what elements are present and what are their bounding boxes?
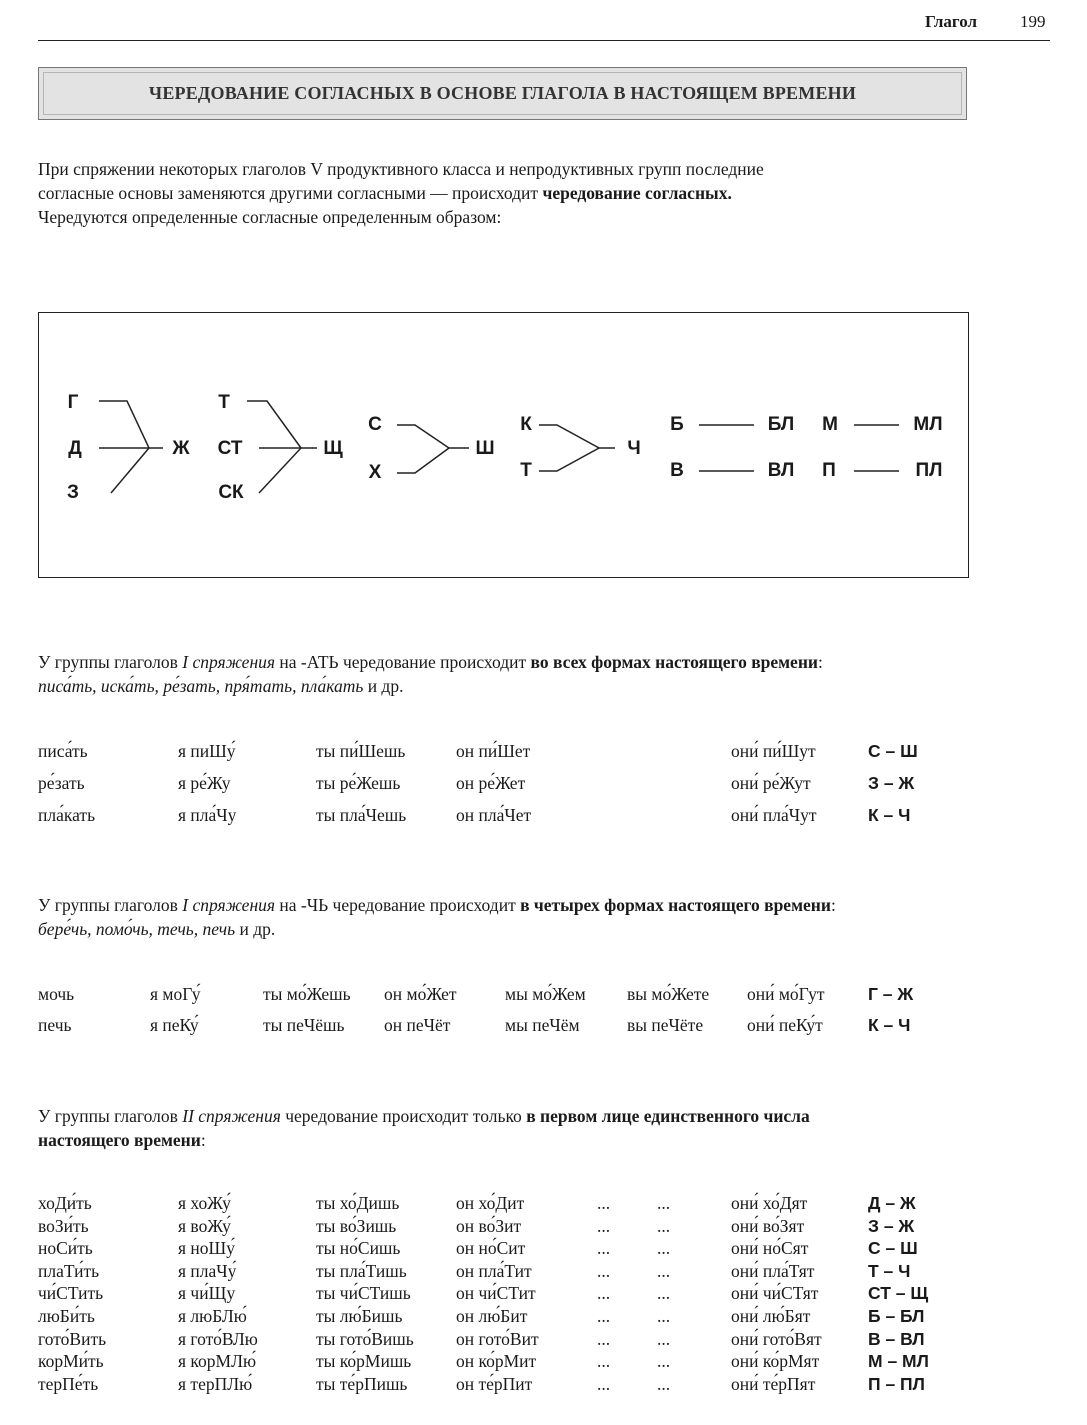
verb-form: ты гото́Вишь (316, 1328, 414, 1349)
verb-form: я чи́Щу (178, 1283, 236, 1304)
diagram-letter: П (822, 460, 836, 481)
verb-infinitive: люБи́ть (38, 1306, 95, 1326)
diagram-target: Ж (172, 438, 190, 459)
intro-paragraph (38, 157, 764, 229)
section2-examples: бере́чь, помо́чь, течь, печь (38, 919, 236, 939)
diagram-target: БЛ (767, 414, 795, 435)
verb-form: ты лю́Бишь (316, 1306, 403, 1326)
verb-form: они́ ре́Жут (731, 773, 811, 793)
diagram-target: МЛ (913, 414, 943, 435)
verb-infinitive: корМи́ть (38, 1351, 104, 1372)
running-head-title: Глагол (925, 12, 978, 31)
verb-form: ты пла́Чешь (316, 805, 407, 825)
verb-form: ... (597, 1306, 611, 1326)
diagram-letter: Д (68, 438, 82, 459)
verb-form: ... (597, 1351, 611, 1372)
section1-line-2: писа́ть, иска́ть, ре́зать, пря́тать, пла́кать и др. (38, 676, 404, 696)
verb-form: я пла́Чу (178, 805, 237, 825)
section1-line-1: У группы глаголов I спряжения на -АТЬ чередование происходит во всех формах настоящего времени: (38, 652, 823, 672)
section3-line-1: У группы глаголов II спряжения чередование происходит только в первом лице единственного числа (38, 1106, 810, 1126)
diagram-letter: М (822, 414, 838, 435)
verb-form: он во́Зит (456, 1215, 522, 1236)
verb-form: он пла́Тит (456, 1260, 532, 1281)
verb-form: ... (597, 1328, 611, 1349)
verb-form: он ко́рМит (456, 1351, 537, 1372)
diagram-letter: Т (520, 460, 532, 481)
verb-form: я плаЧу́ (178, 1260, 237, 1281)
alternation-pair: В – ВЛ (868, 1328, 925, 1349)
diagram-letter: З (67, 482, 79, 503)
verb-form: они́ мо́Гут (747, 984, 825, 1004)
verb-form: мы мо́Жем (505, 984, 586, 1004)
verb-form: я ре́Жу (178, 773, 231, 793)
verb-infinitive: ноСи́ть (38, 1238, 93, 1259)
verb-form: они́ лю́Бят (731, 1306, 811, 1326)
header-rule (38, 40, 1050, 41)
verb-form: ... (657, 1373, 671, 1394)
alternation-pair: Б – БЛ (868, 1306, 925, 1326)
section1-examples: писа́ть, иска́ть, ре́зать, пря́тать, пла́кать (38, 676, 364, 696)
intro-line-3: Чередуются определенные согласные определенным образом: (38, 207, 502, 227)
verb-form: они́ пеКу́т (747, 1015, 823, 1035)
verb-form: я воЖу́ (178, 1215, 231, 1236)
diagram-target: ПЛ (915, 460, 943, 481)
section3-paragraph (38, 1104, 810, 1152)
verb-form: я пиШу́ (178, 741, 236, 761)
verb-form: ты мо́Жешь (263, 984, 351, 1004)
diagram-letter: К (520, 414, 532, 435)
verb-infinitive: плаТи́ть (38, 1260, 100, 1281)
verb-form: ты пла́Тишь (316, 1260, 407, 1281)
verb-form: я люБЛю́ (178, 1306, 247, 1326)
alternation-pair: СТ – Щ (868, 1283, 929, 1304)
alternation-pair: С – Ш (868, 1238, 918, 1259)
verb-form: они́ те́рПят (731, 1373, 816, 1394)
verb-form: они́ пла́Чут (731, 805, 817, 825)
section2-line-1: У группы глаголов I спряжения на -ЧЬ чередование происходит в четырех формах настоящего времени: (38, 895, 836, 915)
verb-form: он чи́СТит (456, 1283, 536, 1304)
diagram-target: ВЛ (767, 460, 795, 481)
alternation-pair: Д – Ж (868, 1193, 916, 1213)
diagram-letter: СК (218, 482, 244, 503)
diagram-letter: Т (218, 392, 230, 413)
verb-form: ... (657, 1193, 671, 1213)
verb-infinitive: писа́ть (38, 741, 88, 761)
verb-form: ... (597, 1260, 611, 1281)
alternation-pair: М – МЛ (868, 1351, 929, 1372)
verb-infinitive: гото́Вить (38, 1328, 107, 1349)
verb-form: ты во́Зишь (316, 1215, 397, 1236)
verb-form: ты те́рПишь (316, 1373, 408, 1394)
verb-form: ты чи́СТишь (316, 1283, 411, 1304)
verb-form: ... (657, 1238, 671, 1259)
verb-infinitive: мочь (38, 984, 75, 1004)
verb-form: я моГу́ (150, 984, 201, 1004)
intro-line-2: согласные основы заменяются другими согласными — происходит чередование согласных. (38, 183, 732, 203)
alternation-pair: Г – Ж (868, 984, 914, 1004)
verb-form: ... (657, 1306, 671, 1326)
verb-form: ты но́Сишь (316, 1238, 401, 1259)
verb-form: он ре́Жет (456, 773, 526, 793)
verb-form: ... (597, 1238, 611, 1259)
verb-form: они́ ко́рМят (731, 1351, 820, 1372)
verb-form: он пи́Шет (456, 741, 531, 761)
verb-form: вы мо́Жете (627, 984, 710, 1004)
diagram-letter: Г (67, 392, 79, 413)
verb-form: ... (657, 1351, 671, 1372)
diagram-letter: С (368, 414, 382, 435)
alternation-diagram (38, 312, 969, 578)
alternation-pair: П – ПЛ (868, 1373, 925, 1394)
verb-form: ... (597, 1373, 611, 1394)
diagram-letter: СТ (217, 438, 243, 459)
verb-infinitive: хоДи́ть (38, 1193, 92, 1213)
verb-form: он те́рПит (456, 1373, 533, 1394)
verb-form: они́ чи́СТят (731, 1283, 819, 1304)
verb-form: я корМЛю́ (178, 1351, 257, 1372)
verb-infinitive: чи́СТить (38, 1283, 104, 1304)
alternation-pair: С – Ш (868, 741, 918, 761)
verb-form: он мо́Жет (384, 984, 457, 1004)
section3-line-2: настоящего времени: (38, 1130, 206, 1150)
verb-form: он гото́Вит (456, 1328, 539, 1349)
verb-form: я гото́ВЛю (178, 1328, 258, 1349)
verb-form: он лю́Бит (456, 1306, 528, 1326)
diagram-target: Ш (475, 438, 495, 459)
diagram-target: Щ (323, 438, 343, 459)
verb-form: вы пеЧёте (627, 1015, 704, 1035)
verb-form: я ноШу́ (178, 1238, 235, 1259)
verb-form: ... (597, 1193, 611, 1213)
verb-form: ты ре́Жешь (316, 773, 401, 793)
g3-lines (397, 425, 449, 473)
section2-line-2: бере́чь, помо́чь, течь, печь и др. (38, 919, 276, 939)
verb-form: они́ пла́Тят (731, 1260, 815, 1281)
verb-form: ты хо́Дишь (316, 1193, 400, 1213)
verb-form: они́ во́Зят (731, 1215, 805, 1236)
g2-line-top (247, 401, 301, 493)
diagram-target: Ч (627, 438, 641, 459)
verb-form: ... (657, 1260, 671, 1281)
verb-form: ... (657, 1283, 671, 1304)
verb-form: он пеЧёт (384, 1015, 451, 1035)
alternation-pair: К – Ч (868, 805, 911, 825)
intro-line-1: При спряжении некоторых глаголов V продуктивного класса и непродуктивных групп последние (38, 159, 764, 179)
verb-form: ... (657, 1215, 671, 1236)
verb-form: я хоЖу́ (178, 1193, 231, 1213)
alternation-pair: З – Ж (868, 1215, 915, 1236)
verb-form: они́ пи́Шут (731, 741, 816, 761)
verb-infinitive: пла́кать (38, 805, 96, 825)
section2-paragraph (38, 893, 836, 941)
verb-form: он пла́Чет (456, 805, 532, 825)
verb-infinitive: воЗи́ть (38, 1215, 89, 1236)
verb-form: они́ гото́Вят (731, 1328, 822, 1349)
verb-form: ... (657, 1328, 671, 1349)
verb-form: ... (597, 1215, 611, 1236)
verb-form: ты пи́Шешь (316, 741, 406, 761)
g1-line-top (99, 401, 149, 493)
alternation-pair: Т – Ч (868, 1260, 911, 1281)
section1-paragraph (38, 650, 823, 698)
verb-form: я пеКу́ (150, 1015, 199, 1035)
page-number: 199 (1020, 12, 1046, 31)
verb-form: ты пеЧёшь (263, 1015, 345, 1035)
verb-form: он но́Сит (456, 1238, 526, 1259)
diagram-letter: Х (368, 462, 382, 483)
verb-form: мы пеЧём (505, 1015, 580, 1035)
verb-form: ... (597, 1283, 611, 1304)
verb-infinitive: терПе́ть (38, 1373, 99, 1394)
g4-lines (539, 425, 599, 471)
verb-form: они́ но́Сят (731, 1238, 809, 1259)
banner-title: ЧЕРЕДОВАНИЕ СОГЛАСНЫХ В ОСНОВЕ ГЛАГОЛА В НАСТОЯЩЕМ ВРЕМЕНИ (148, 83, 857, 103)
alternation-pair: К – Ч (868, 1015, 911, 1035)
section-banner (38, 67, 967, 120)
diagram-letter: В (670, 460, 684, 481)
verb-form: он хо́Дит (456, 1193, 525, 1213)
verb-form: я терПЛю́ (178, 1373, 253, 1394)
verb-form: они́ хо́Дят (731, 1193, 808, 1213)
intro-term: чередование согласных. (542, 183, 732, 203)
verb-infinitive: ре́зать (38, 773, 85, 793)
diagram-letter: Б (670, 414, 684, 435)
verb-form: ты ко́рМишь (316, 1351, 412, 1372)
verb-infinitive: печь (38, 1015, 72, 1035)
alternation-pair: З – Ж (868, 773, 915, 793)
